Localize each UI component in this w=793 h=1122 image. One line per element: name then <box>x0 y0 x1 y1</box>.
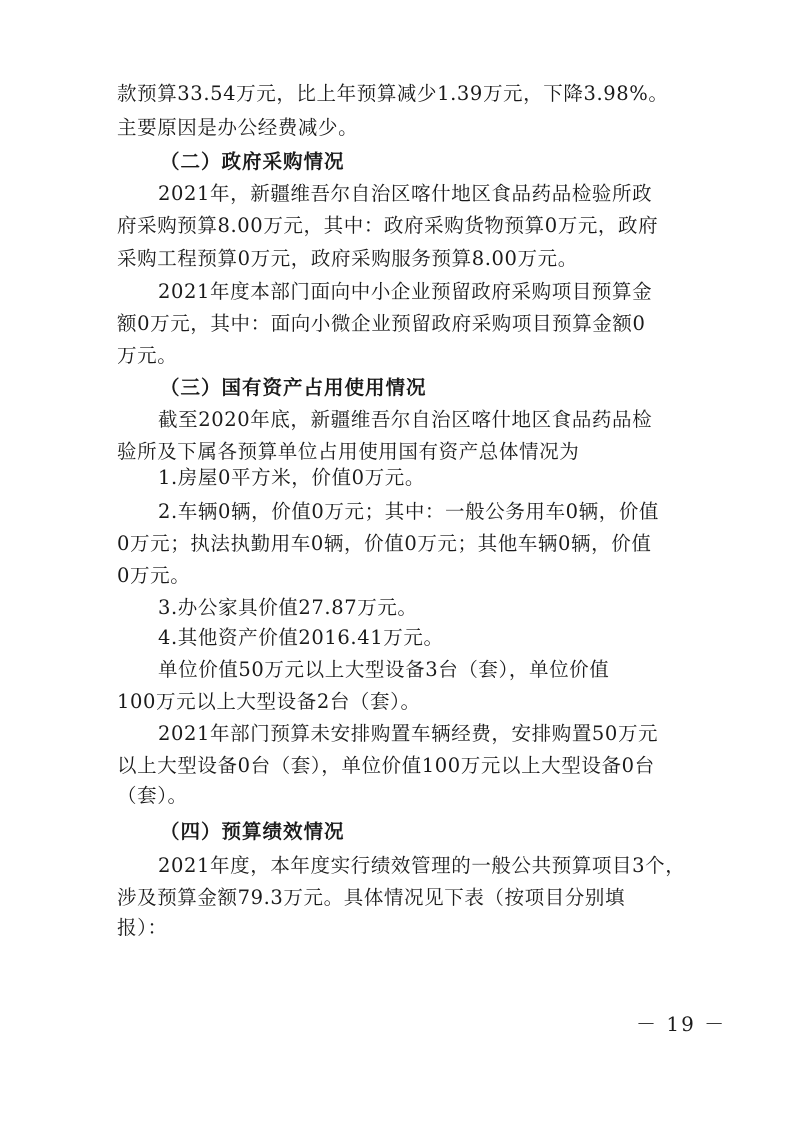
section-heading-state-assets: （三）国有资产占用使用情况 <box>160 376 427 399</box>
body-text-line: 报）： <box>117 916 168 939</box>
body-text-line: 涉及预算金额79.3万元。具体情况见下表（按项目分别填 <box>117 886 626 909</box>
body-text-line: 额0万元，其中：面向小微企业预留政府采购项目预算金额0 <box>117 312 646 335</box>
asset-item-other: 4.其他资产价值2016.41万元。 <box>158 626 444 649</box>
section-heading-government-procurement: （二）政府采购情况 <box>160 150 345 173</box>
body-text-line: 2021年度本部门面向中小企业预留政府采购项目预算金 <box>158 280 653 303</box>
section-heading-performance: （四）预算绩效情况 <box>160 820 345 843</box>
asset-item-furniture: 3.办公家具价值27.87万元。 <box>158 596 418 619</box>
body-text-line: 府采购预算8.00万元，其中：政府采购货物预算0万元，政府 <box>117 214 659 237</box>
body-text-line: 款预算33.54万元，比上年预算减少1.39万元，下降3.98%。 <box>117 82 669 105</box>
asset-item-housing: 1.房屋0平方米，价值0万元。 <box>158 466 425 489</box>
body-text-line: 2021年，新疆维吾尔自治区喀什地区食品药品检验所政 <box>158 182 653 205</box>
asset-item-vehicles: 2.车辆0辆，价值0万元；其中：一般公务用车0辆，价值 <box>158 500 660 523</box>
asset-item-vehicles: 0万元；执法执勤用车0辆，价值0万元；其他车辆0辆，价值 <box>117 532 652 555</box>
body-text-line: 2021年部门预算未安排购置车辆经费，安排购置50万元 <box>158 722 659 745</box>
body-text-line: 主要原因是办公经费减少。 <box>117 116 359 139</box>
body-text-line: 采购工程预算0万元，政府采购服务预算8.00万元。 <box>117 247 578 270</box>
body-text-line: 截至2020年底，新疆维吾尔自治区喀什地区食品药品检 <box>158 408 653 431</box>
page-number: － 19 － <box>636 1012 727 1036</box>
asset-item-vehicles: 0万元。 <box>117 564 191 587</box>
body-text-line: 单位价值50万元以上大型设备3台（套），单位价值 <box>158 658 610 681</box>
body-text-line: 验所及下属各预算单位占用使用国有资产总体情况为 <box>117 440 580 463</box>
body-text-line: 100万元以上大型设备2台（套）。 <box>117 690 421 713</box>
body-text-line: 以上大型设备0台（套），单位价值100万元以上大型设备0台 <box>117 754 655 777</box>
body-text-line: 2021年度，本年度实行绩效管理的一般公共预算项目3个， <box>158 854 686 877</box>
body-text-line: 万元。 <box>117 344 178 367</box>
body-text-line: （套）。 <box>117 784 188 807</box>
